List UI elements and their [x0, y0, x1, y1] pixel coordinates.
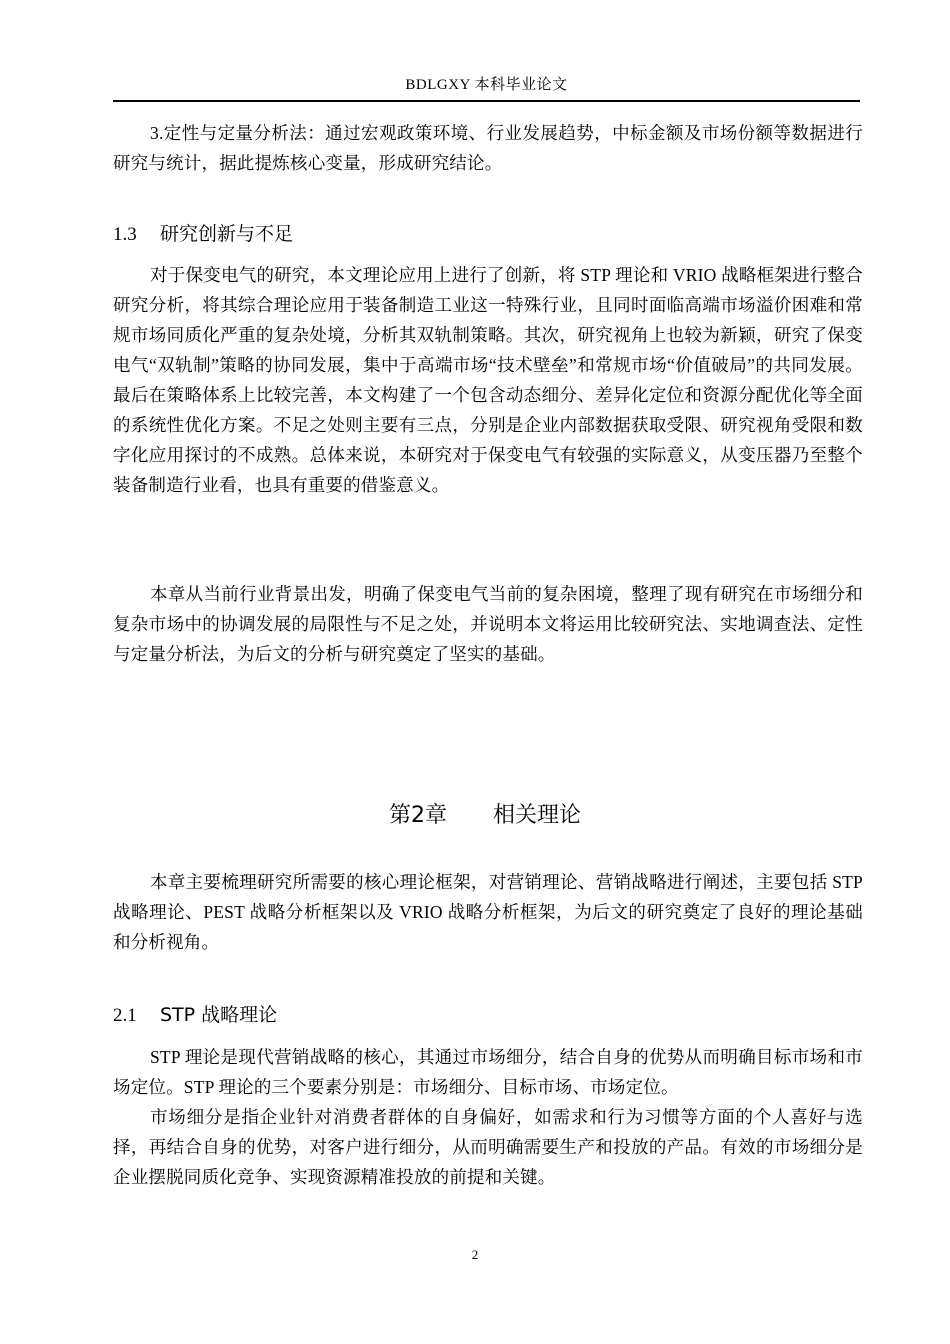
chapter-summary-paragraph-block: [113, 579, 863, 669]
header-rule: [113, 100, 860, 102]
page-header: BDLGXY 本科毕业论文: [405, 77, 568, 93]
innovation-paragraph: 对于保变电气的研究，本文理论应用上进行了创新，将 STP 理论和 VRIO 战略框架进行整合研究分析，将其综合理论应用于装备制造工业这一特殊行业，且同时面临高端市场溢价困难和常规市场同质化严重的复杂处境，分析其双轨制策略。其次，研究视角上也较为新颖，研究了保变电气“双轨制”策略的协同发展，集中于高端市场“技术壁垒”和常规市场“价值破局”的共同发展。最后在策略体系上比较完善，本文构建了一个包含动态细分、差异化定位和资源分配优化等全面的系统性优化方案。不足之处则主要有三点，分别是企业内部数据获取受限、研究视角受限和数字化应用探讨的不成熟。总体来说，本研究对于保变电气有较强的实际意义，从变压器乃至整个装备制造行业看，也具有重要的借鉴意义。: [113, 265, 863, 495]
section-heading-2-1: [113, 1002, 277, 1029]
section-heading-1-3: [113, 221, 293, 248]
stp-paragraph-1-block: [113, 1042, 863, 1102]
chapter-heading: [0, 801, 950, 831]
chapter-summary-paragraph: 本章从当前行业背景出发，明确了保变电气当前的复杂困境，整理了现有研究在市场细分和复杂市场中的协调发展的局限性与不足之处，并说明本文将运用比较研究法、实地调查法、定性与定量分析法，为后文的分析与研究奠定了坚实的基础。: [113, 584, 863, 664]
section-title: STP 战略理论: [160, 1004, 278, 1026]
method-3-paragraph: 3.定性与定量分析法：通过宏观政策环境、行业发展趋势，中标金额及市场份额等数据进行研究与统计，据此提炼核心变量，形成研究结论。: [113, 123, 863, 173]
chapter-intro-paragraph: 本章主要梳理研究所需要的核心理论框架，对营销理论、营销战略进行阐述，主要包括 STP 战略理论、PEST 战略分析框架以及 VRIO 战略分析框架，为后文的研究奠定了良好的理论基础和分析视角。: [113, 872, 863, 952]
stp-paragraph-1: STP 理论是现代营销战略的核心，其通过市场细分，结合自身的优势从而明确目标市场和市场定位。STP 理论的三个要素分别是：市场细分、目标市场、市场定位。: [113, 1047, 863, 1097]
chapter-intro-paragraph-block: [113, 867, 863, 957]
section-number: 1.3: [113, 224, 137, 245]
chapter-label: 第2章: [388, 803, 447, 828]
section-number: 2.1: [113, 1005, 137, 1026]
section-title: 研究创新与不足: [160, 223, 294, 245]
page-number: 2: [471, 1247, 479, 1262]
method-3-paragraph-block: [113, 118, 863, 178]
innovation-paragraph-block: [113, 260, 863, 500]
chapter-title: 相关理论: [492, 803, 581, 828]
stp-paragraph-2-block: [113, 1102, 863, 1192]
stp-paragraph-2: 市场细分是指企业针对消费者群体的自身偏好，如需求和行为习惯等方面的个人喜好与选择，再结合自身的优势，对客户进行细分，从而明确需要生产和投放的产品。有效的市场细分是企业摆脱同质化竞争、实现资源精准投放的前提和关键。: [113, 1107, 863, 1187]
